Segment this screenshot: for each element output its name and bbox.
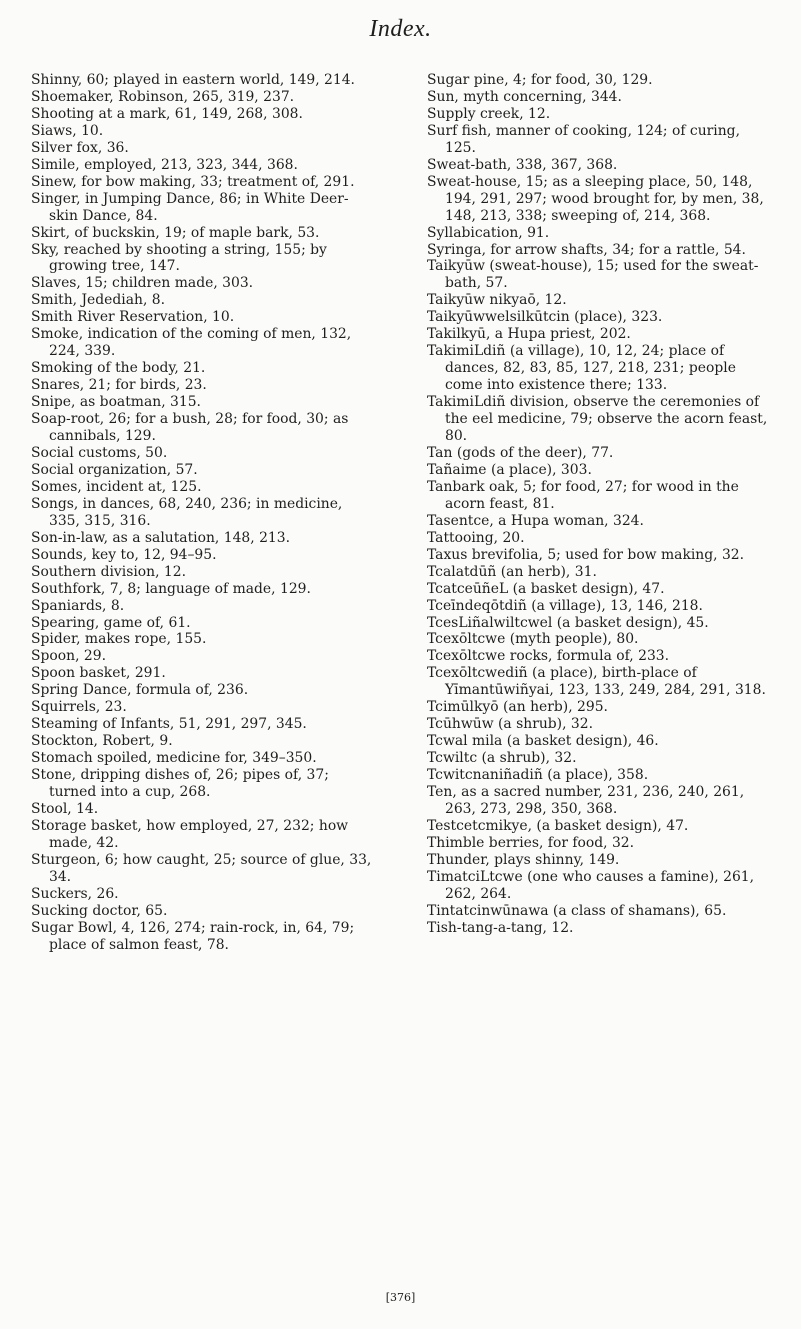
index-entry: Tcexōltcwe (myth people), 80. bbox=[427, 631, 639, 648]
index-entry: Stomach spoiled, medicine for, 349–350. bbox=[31, 750, 317, 767]
index-entry: Spring Dance, formula of, 236. bbox=[31, 682, 249, 699]
index-entry: Tan (gods of the deer), 77. bbox=[427, 444, 614, 461]
index-entry: TakimiLdiñ division, observe the ceremonies of the eel medicine, 79; observe the acorn feast, 80. bbox=[427, 394, 768, 445]
index-entry: Soap-root, 26; for a bush, 28; for food, 30; as cannibals, 129. bbox=[31, 411, 349, 445]
index-entry: Syllabication, 91. bbox=[427, 224, 550, 241]
index-entry: Sounds, key to, 12, 94–95. bbox=[31, 546, 217, 563]
index-entry: Shooting at a mark, 61, 149, 268, 308. bbox=[31, 105, 303, 122]
index-entry: Sucking doctor, 65. bbox=[31, 902, 168, 919]
index-entry: Storage basket, how employed, 27, 232; how made, 42. bbox=[31, 817, 349, 851]
index-entry: Sun, myth concerning, 344. bbox=[427, 88, 622, 105]
index-entry: Sugar pine, 4; for food, 30, 129. bbox=[427, 72, 653, 88]
index-entry: Smoking of the body, 21. bbox=[31, 360, 206, 377]
index-entry: Songs, in dances, 68, 240, 236; in medicine, 335, 315, 316. bbox=[31, 495, 343, 529]
index-entry: Tcimūlkyō (an herb), 295. bbox=[427, 699, 608, 716]
index-entry: Ten, as a sacred number, 231, 236, 240, 261, 263, 273, 298, 350, 368. bbox=[427, 784, 745, 817]
index-entry: Steaming of Infants, 51, 291, 297, 345. bbox=[31, 716, 307, 733]
index-entry: Tcexōltcwe rocks, formula of, 233. bbox=[427, 648, 670, 665]
index-entry: Tcūhwūw (a shrub), 32. bbox=[427, 716, 594, 733]
index-entry: Sinew, for bow making, 33; treatment of, 291. bbox=[31, 173, 355, 190]
index-entry: Taikyūw nikyaō, 12. bbox=[427, 292, 567, 309]
index-entry: Somes, incident at, 125. bbox=[31, 478, 202, 495]
index-entry: Tish-tang-a-tang, 12. bbox=[427, 919, 574, 936]
index-entry: Social organization, 57. bbox=[31, 461, 198, 478]
index-entry: Sweat-bath, 338, 367, 368. bbox=[427, 156, 618, 173]
index-entry: Sweat-house, 15; as a sleeping place, 50, 148, 194, 291, 297; wood brought for, by men, 38, 148, 213, 338; sweeping of, 214, 368. bbox=[427, 173, 764, 224]
index-entry: TakimiLdiñ (a village), 10, 12, 24; place of dances, 82, 83, 85, 127, 218, 231; people come into existence there; 133. bbox=[427, 343, 736, 394]
index-entry: Taikyūw (sweat-house), 15; used for the sweat-bath, 57. bbox=[427, 258, 759, 292]
index-entry: TcatceūñeL (a basket design), 47. bbox=[427, 580, 665, 597]
index-entry: Spearing, game of, 61. bbox=[31, 614, 191, 631]
index-entry: Sturgeon, 6; how caught, 25; source of glue, 33, 34. bbox=[31, 851, 372, 885]
index-entry: Stone, dripping dishes of, 26; pipes of, 37; turned into a cup, 268. bbox=[31, 767, 329, 801]
index-entry: Tañaime (a place), 303. bbox=[427, 461, 592, 478]
index-entry: Singer, in Jumping Dance, 86; in White Deer-skin Dance, 84. bbox=[31, 190, 349, 224]
index-entry: Slaves, 15; children made, 303. bbox=[31, 275, 254, 292]
index-entry: Social customs, 50. bbox=[31, 444, 168, 461]
index-entry: Shoemaker, Robinson, 265, 319, 237. bbox=[31, 88, 295, 105]
index-entry: Smoke, indication of the coming of men, 132, 224, 339. bbox=[31, 326, 352, 360]
index-entry: Syringa, for arrow shafts, 34; for a rattle, 54. bbox=[427, 241, 746, 258]
index-entry: Son-in-law, as a salutation, 148, 213. bbox=[31, 529, 291, 546]
index-entry: Smith, Jedediah, 8. bbox=[31, 292, 166, 309]
index-entry: Taikyūwwelsilkūtcin (place), 323. bbox=[427, 309, 663, 326]
index-entry: Spoon basket, 291. bbox=[31, 665, 166, 682]
index-entry: Tasentce, a Hupa woman, 324. bbox=[427, 512, 644, 529]
index-entry: Tcwitcnaniñadiñ (a place), 358. bbox=[427, 767, 649, 784]
index-entry: Thimble berries, for food, 32. bbox=[427, 834, 635, 851]
index-entry: Shinny, 60; played in eastern world, 149, 214. bbox=[31, 72, 355, 88]
index-entry: Sugar Bowl, 4, 126, 274; rain-rock, in, 64, 79; place of salmon feast, 78. bbox=[31, 919, 355, 953]
page-number: [376] bbox=[385, 1291, 416, 1304]
index-entry: Spoon, 29. bbox=[31, 648, 107, 665]
index-entry: Snares, 21; for birds, 23. bbox=[31, 377, 207, 394]
index-entry: Smith River Reservation, 10. bbox=[31, 309, 235, 326]
index-entry: Tintatcinwūnawa (a class of shamans), 65. bbox=[427, 902, 727, 919]
index-entry: Takilkyū, a Hupa priest, 202. bbox=[427, 326, 631, 343]
index-entry: Thunder, plays shinny, 149. bbox=[427, 851, 620, 868]
index-entry: Tanbark oak, 5; for food, 27; for wood in the acorn feast, 81. bbox=[427, 478, 739, 512]
index-entry: Taxus brevifolia, 5; used for bow making, 32. bbox=[427, 546, 745, 563]
index-entry: Stool, 14. bbox=[31, 800, 99, 817]
index-entry: Tcwiltc (a shrub), 32. bbox=[427, 750, 577, 767]
index-entry: Skirt, of buckskin, 19; of maple bark, 53. bbox=[31, 224, 320, 241]
index-entry: Supply creek, 12. bbox=[427, 105, 551, 122]
index-entry: Stockton, Robert, 9. bbox=[31, 733, 173, 750]
index-entry: Spaniards, 8. bbox=[31, 597, 125, 614]
index-entry: Tceīndeqōtdiñ (a village), 13, 146, 218. bbox=[427, 597, 703, 614]
index-entry: TimatciLtcwe (one who causes a famine), 261, 262, 264. bbox=[427, 868, 755, 902]
index-entry: Sky, reached by shooting a string, 155; by growing tree, 147. bbox=[31, 241, 327, 275]
page-title: Index. bbox=[369, 16, 432, 42]
index-column-right bbox=[427, 72, 769, 937]
index-entry: Snipe, as boatman, 315. bbox=[31, 394, 201, 411]
index-entry: Tcexōltcwediñ (a place), birth-place of Yīmantūwiñyai, 123, 133, 249, 284, 291, 318. bbox=[427, 665, 766, 699]
index-entry: Silver fox, 36. bbox=[31, 139, 129, 156]
index-entry: Tcalatdūñ (an herb), 31. bbox=[427, 563, 597, 580]
index-entry: Testcetcmikye, (a basket design), 47. bbox=[427, 817, 689, 834]
index-entry: Spider, makes rope, 155. bbox=[31, 631, 207, 648]
index-entry: Tattooing, 20. bbox=[427, 529, 525, 546]
index-entry: Suckers, 26. bbox=[31, 885, 119, 902]
index-entry: Siaws, 10. bbox=[31, 122, 104, 139]
index-entry: Tcwal mila (a basket design), 46. bbox=[427, 733, 659, 750]
index-entry: Squirrels, 23. bbox=[31, 699, 127, 716]
index-entry: Southfork, 7, 8; language of made, 129. bbox=[31, 580, 311, 597]
index-entry: TcesLiñalwiltcwel (a basket design), 45. bbox=[427, 614, 709, 631]
index-entry: Surf fish, manner of cooking, 124; of curing, 125. bbox=[427, 122, 740, 156]
index-entry: Simile, employed, 213, 323, 344, 368. bbox=[31, 156, 298, 173]
index-entry: Southern division, 12. bbox=[31, 563, 187, 580]
index-column-left bbox=[31, 72, 373, 954]
